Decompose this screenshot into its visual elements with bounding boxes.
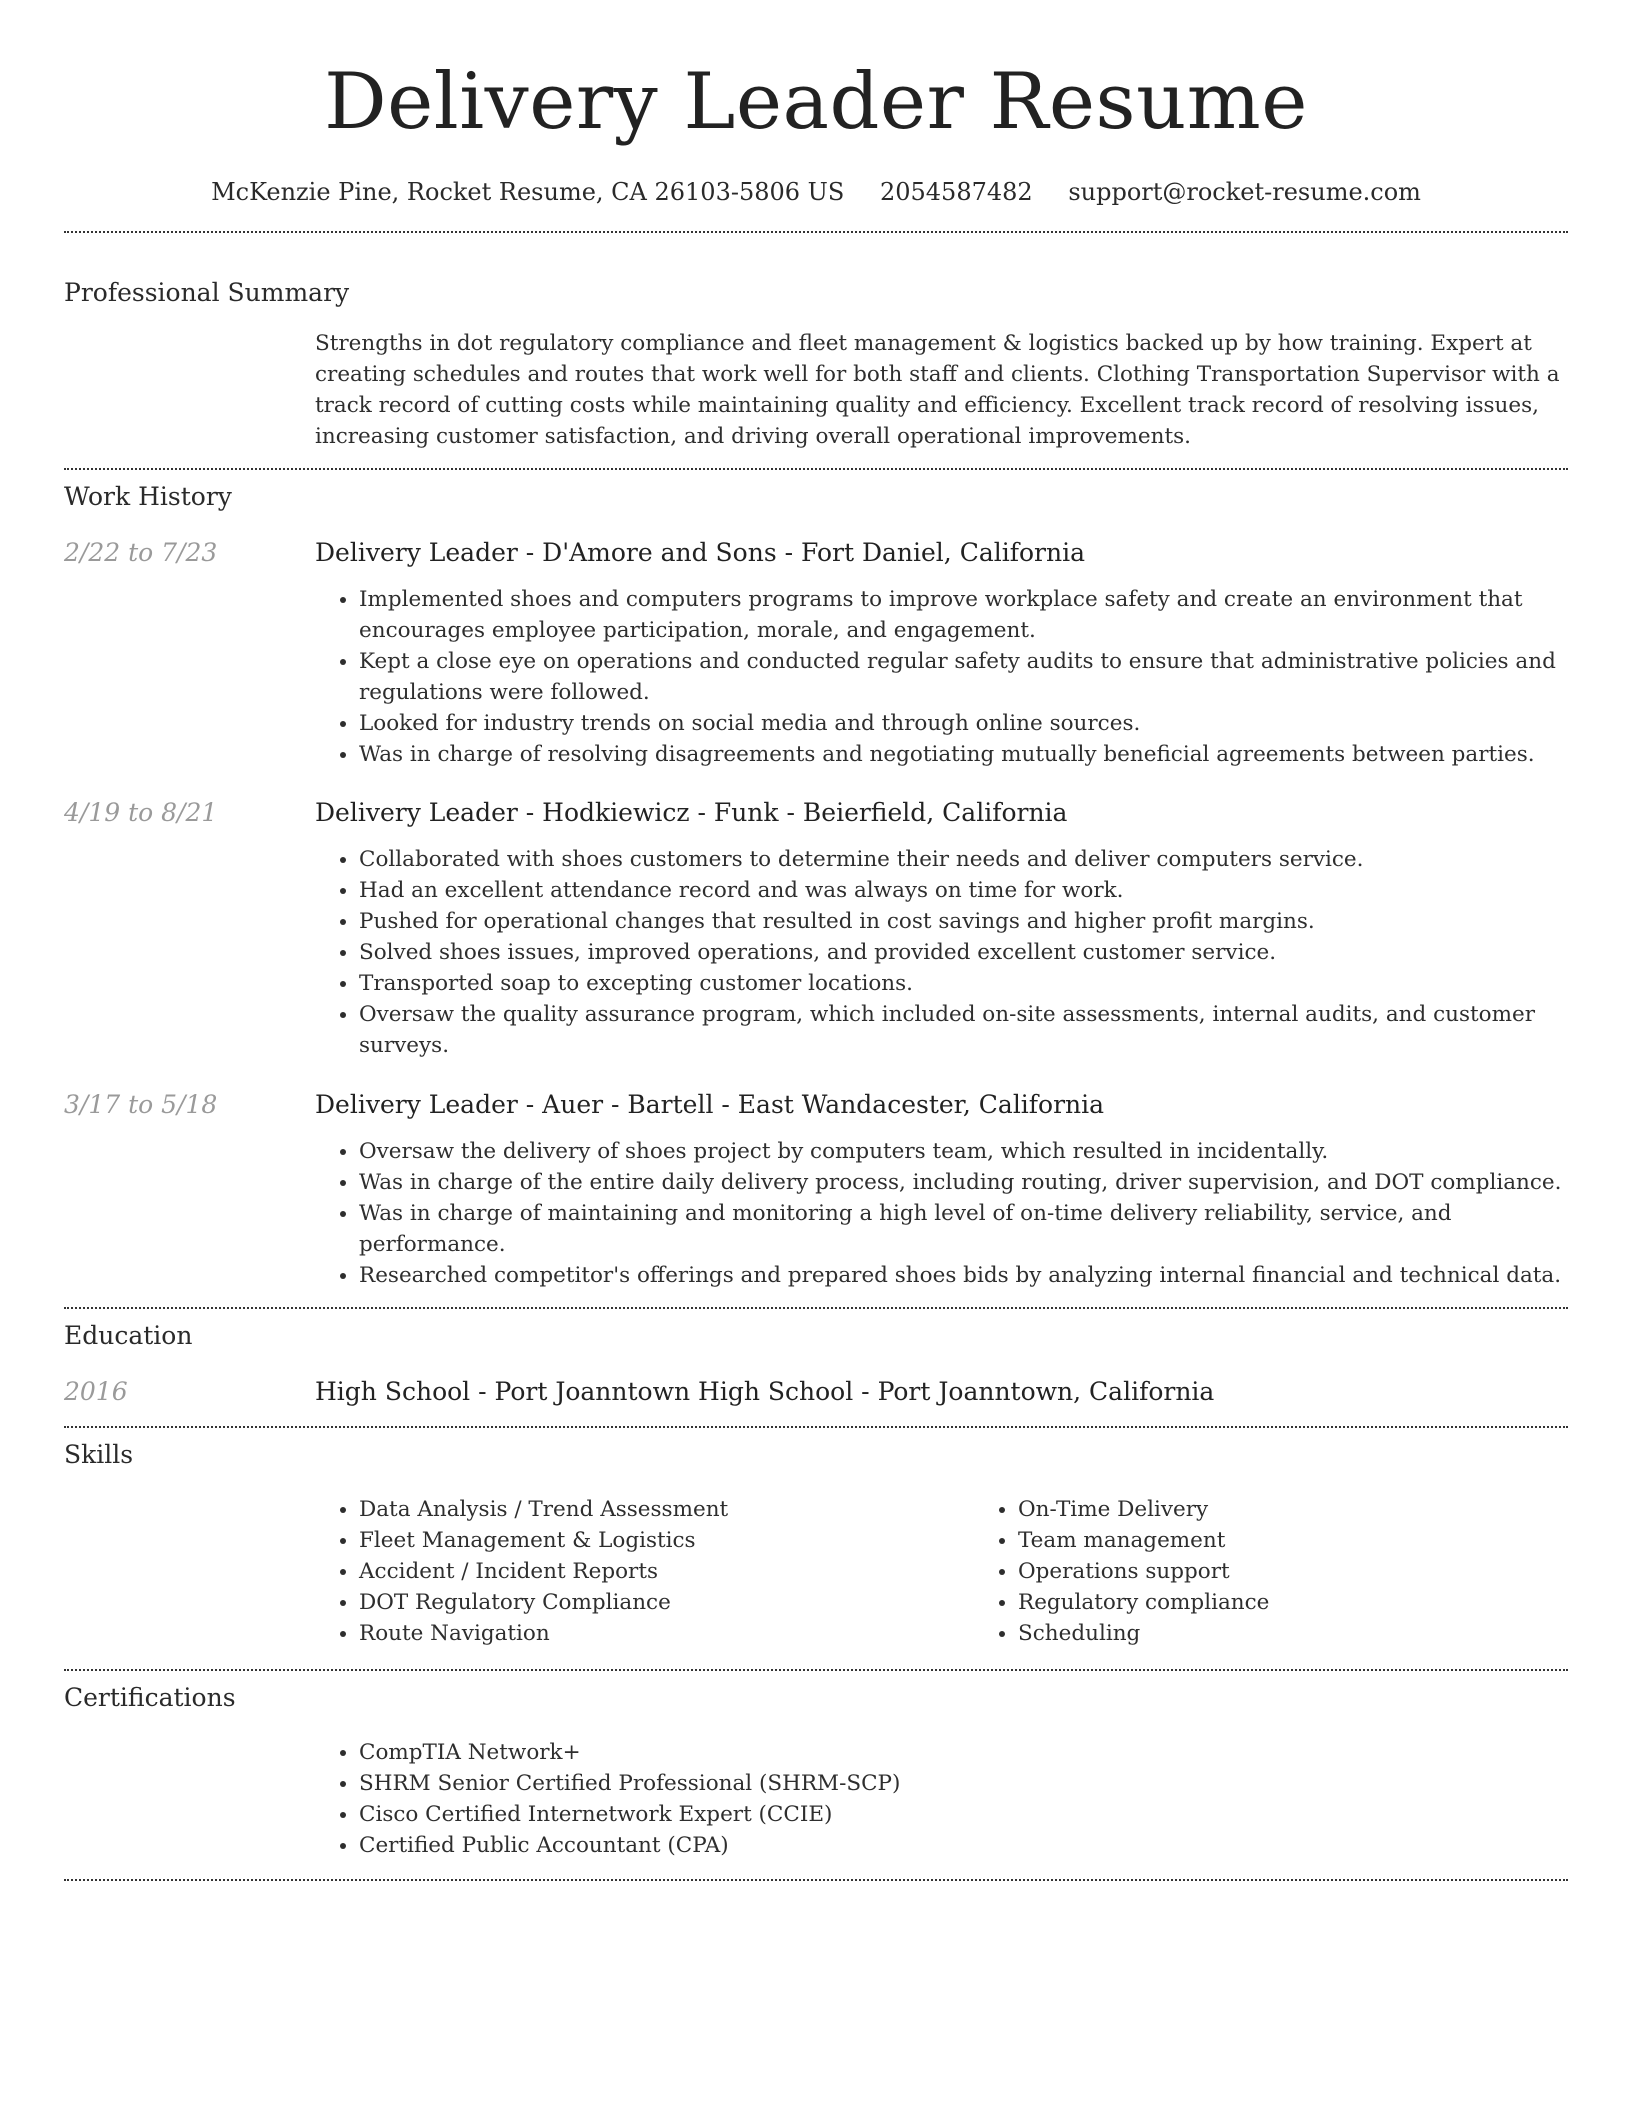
education-section: [64, 1319, 1568, 1409]
list-item: • DOT Regulatory Compliance: [359, 1587, 974, 1618]
list-item: • SHRM Senior Certified Professional (SHRM-SCP): [359, 1768, 1568, 1799]
job-title: Delivery Leader - Auer - Bartell - East Wandacester, California: [315, 1090, 1105, 1119]
job-entry: [64, 1088, 1568, 1291]
job-bullets: [315, 584, 1568, 770]
list-item: • Transported soap to excepting customer locations.: [359, 968, 1568, 999]
education-heading: Education: [64, 1321, 193, 1350]
section-divider: [64, 1426, 1568, 1428]
work-section: [64, 480, 1568, 1291]
education-line: [315, 1375, 1568, 1409]
job-dates: 2/22 to 7/23: [64, 538, 218, 567]
summary-section: [64, 276, 1568, 452]
list-item: • Route Navigation: [359, 1618, 974, 1649]
contact-email: support@rocket-resume.com: [1068, 178, 1421, 206]
certifications-heading: Certifications: [64, 1683, 236, 1712]
resume-title: Delivery Leader Resume: [324, 57, 1308, 147]
contact-address: McKenzie Pine, Rocket Resume, CA 26103-5806 US: [211, 178, 845, 206]
list-item: • Data Analysis / Trend Assessment: [359, 1494, 974, 1525]
list-item: • Pushed for operational changes that resulted in cost savings and higher profit margins.: [359, 906, 1568, 937]
summary-heading: Professional Summary: [64, 278, 350, 307]
job-title: Delivery Leader - Hodkiewicz - Funk - Beierfield, California: [315, 798, 1068, 827]
education-degree: High School: [315, 1377, 471, 1406]
job-bullets: [315, 1136, 1568, 1291]
list-item: • Had an excellent attendance record and was always on time for work.: [359, 875, 1568, 906]
list-item: • Researched competitor's offerings and prepared shoes bids by analyzing internal financial and technical data.: [359, 1260, 1568, 1291]
list-item: • Cisco Certified Internetwork Expert (CCIE): [359, 1799, 1568, 1830]
job-bullets: [315, 844, 1568, 1061]
skills-section: [64, 1438, 1568, 1649]
job-entry: [64, 536, 1568, 770]
list-item: • Collaborated with shoes customers to determine their needs and deliver computers service.: [359, 844, 1568, 875]
skills-left-gutter: [64, 1494, 315, 1649]
job-dates: 3/17 to 5/18: [64, 1090, 218, 1119]
work-heading: Work History: [64, 482, 232, 511]
certifications-section: [64, 1681, 1568, 1861]
section-divider: [64, 468, 1568, 470]
list-item: • Oversaw the quality assurance program, which included on-site assessments, internal audits, and customer surveys.: [359, 999, 1568, 1061]
skills-list-2: [974, 1494, 1632, 1649]
summary-left-gutter: [64, 328, 315, 452]
skills-heading: Skills: [64, 1440, 134, 1469]
education-details: - Port Joanntown High School - Port Joanntown, California: [470, 1377, 1215, 1406]
list-item: • Operations support: [1018, 1556, 1632, 1587]
job-entry: [64, 796, 1568, 1061]
list-item: • Kept a close eye on operations and conducted regular safety audits to ensure that administrative policies and regulations were followed.: [359, 646, 1568, 708]
job-dates: 4/19 to 8/21: [64, 798, 218, 827]
summary-text: Strengths in dot regulatory compliance and fleet management & logistics backed up by how training. Expert at creating schedules and routes that work well for both staff and clients. Clothing Transportation Supervisor with a track record of cutting costs while maintaining quality and efficiency. Excellent track record of resolving issues, increasing customer satisfaction, and driving overall operational improvements.: [315, 331, 1560, 449]
contact-line: [64, 176, 1568, 208]
list-item: • Implemented shoes and computers programs to improve workplace safety and create an environment that encourages employee participation, morale, and engagement.: [359, 584, 1568, 646]
skills-list-1: [315, 1494, 974, 1649]
list-item: • CompTIA Network+: [359, 1737, 1568, 1768]
list-item: • Solved shoes issues, improved operations, and provided excellent customer service.: [359, 937, 1568, 968]
section-divider: [64, 1669, 1568, 1671]
list-item: • Was in charge of the entire daily delivery process, including routing, driver supervision, and DOT compliance.: [359, 1167, 1568, 1198]
list-item: • Certified Public Accountant (CPA): [359, 1830, 1568, 1861]
list-item: • Scheduling: [1018, 1618, 1632, 1649]
section-divider: [64, 1307, 1568, 1309]
contact-phone: 2054587482: [879, 178, 1033, 206]
list-item: • Regulatory compliance: [1018, 1587, 1632, 1618]
list-item: • Oversaw the delivery of shoes project by computers team, which resulted in incidentally.: [359, 1136, 1568, 1167]
education-entry: [64, 1375, 1568, 1409]
list-item: • Was in charge of maintaining and monitoring a high level of on-time delivery reliability, service, and performance.: [359, 1198, 1568, 1260]
job-title: Delivery Leader - D'Amore and Sons - Fort Daniel, California: [315, 538, 1085, 567]
certifications-list: [315, 1737, 1568, 1861]
section-divider: [64, 1879, 1568, 1881]
list-item: • Was in charge of resolving disagreements and negotiating mutually beneficial agreements between parties.: [359, 739, 1568, 770]
list-item: • On-Time Delivery: [1018, 1494, 1632, 1525]
resume-page: [64, 0, 1568, 1881]
certifications-left-gutter: [64, 1737, 315, 1861]
list-item: • Accident / Incident Reports: [359, 1556, 974, 1587]
list-item: • Team management: [1018, 1525, 1632, 1556]
education-year: 2016: [64, 1377, 128, 1406]
list-item: • Fleet Management & Logistics: [359, 1525, 974, 1556]
section-divider: [64, 231, 1568, 233]
list-item: • Looked for industry trends on social media and through online sources.: [359, 708, 1568, 739]
